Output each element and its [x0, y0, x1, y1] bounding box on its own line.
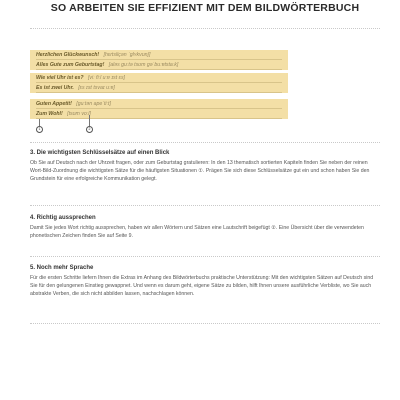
section-body: Ob Sie auf Deutsch nach der Uhrzeit fragen, oder zum Geburtstag gratulieren: In den 13 thematisch sortierten Kapiteln finden Sie neben der reinen Wort-Bild-Zuordnung die wichtigsten Sätze für die häufigsten Situationen ①. Prägen Sie sich diese Schlüsselsätze gut ein und schon haben Sie den Grundstein für eine erfolgreiche Kommunikation gelegt.: [30, 160, 370, 182]
marker-stem: [89, 115, 90, 126]
phrase-rule: [36, 92, 282, 93]
section-key-phrases: [30, 150, 380, 183]
section-divider: [30, 205, 380, 206]
section-heading: 4. Richtig aussprechen: [30, 215, 96, 221]
phrase-group-meal: [30, 99, 288, 119]
phrase-german: Zum Wohl!: [36, 111, 63, 117]
phrase-line: [36, 73, 282, 83]
phrase-rule: [36, 69, 282, 70]
page-title: SO ARBEITEN SIE EFFIZIENT MIT DEM BILDWÖRTERBUCH: [50, 2, 360, 14]
phrase-german: Es ist zwei Uhr.: [36, 85, 74, 91]
phrase-line: [36, 99, 282, 109]
section-divider: [30, 142, 380, 143]
callout-marker-1: 1: [36, 126, 43, 133]
phrase-phonetic: [tsʊm voːl]: [67, 111, 91, 117]
phrase-phonetic: [ɛs ɪst tsvaɪ uːɐ]: [78, 85, 115, 91]
title-divider: [30, 28, 380, 29]
section-divider: [30, 323, 380, 324]
phrase-phonetic: [alǝs guːtǝ tsʊm gǝˈbuːɐtstaːk]: [108, 62, 179, 68]
phrase-line: [36, 60, 282, 70]
phrase-german: Guten Appetit!: [36, 101, 72, 107]
phrase-group-congratulations: [30, 50, 288, 70]
phrase-line: [36, 109, 282, 119]
section-more-language: [30, 265, 380, 298]
phrase-german: Herzlichen Glückwunsch!: [36, 52, 100, 58]
marker-stem: [39, 119, 40, 126]
phrase-line: [36, 50, 282, 60]
section-divider: [30, 256, 380, 257]
phrase-group-time: [30, 73, 288, 93]
phrase-line: [36, 83, 282, 93]
section-pronunciation: [30, 215, 380, 240]
phrase-phonetic: [guːtən apeˈtiːt]: [76, 101, 111, 107]
phrase-phonetic: [viː fiːl uːɐ ɪst ɛs]: [87, 75, 125, 81]
callout-marker-2: 2: [86, 126, 93, 133]
section-heading: 3. Die wichtigsten Schlüsselsätze auf einen Blick: [30, 150, 170, 156]
phrase-german: Alles Gute zum Geburtstag!: [36, 62, 105, 68]
phrase-german: Wie viel Uhr ist es?: [36, 75, 84, 81]
phrase-rule: [36, 118, 282, 119]
section-body: Für die ersten Schritte liefern Ihnen die Extras im Anhang des Bildwörterbuchs praktische Unterstützung: Mit den wichtigsten Sätzen auf Deutsch sind Sie für den gelungenen Einstieg gewappnet. Und wenn es darum geht, eigene Sätze zu bilden, hilft Ihnen unsere ausführliche Verbliste, wo Sie auch abstrakte Verben, die sich nicht abbilden lassen, nachschlagen können.: [30, 275, 374, 297]
phrase-phonetic: [hɛrtsliçən ˈglʏkvʊnʃ]: [103, 52, 151, 58]
section-heading: 5. Noch mehr Sprache: [30, 265, 94, 271]
section-body: Damit Sie jedes Wort richtig aussprechen, haben wir allen Wörtern und Sätzen eine Lautschrift beigefügt ②. Eine Übersicht über die verwendeten phonetischen Zeichen finden Sie auf Seite 9.: [30, 225, 364, 239]
